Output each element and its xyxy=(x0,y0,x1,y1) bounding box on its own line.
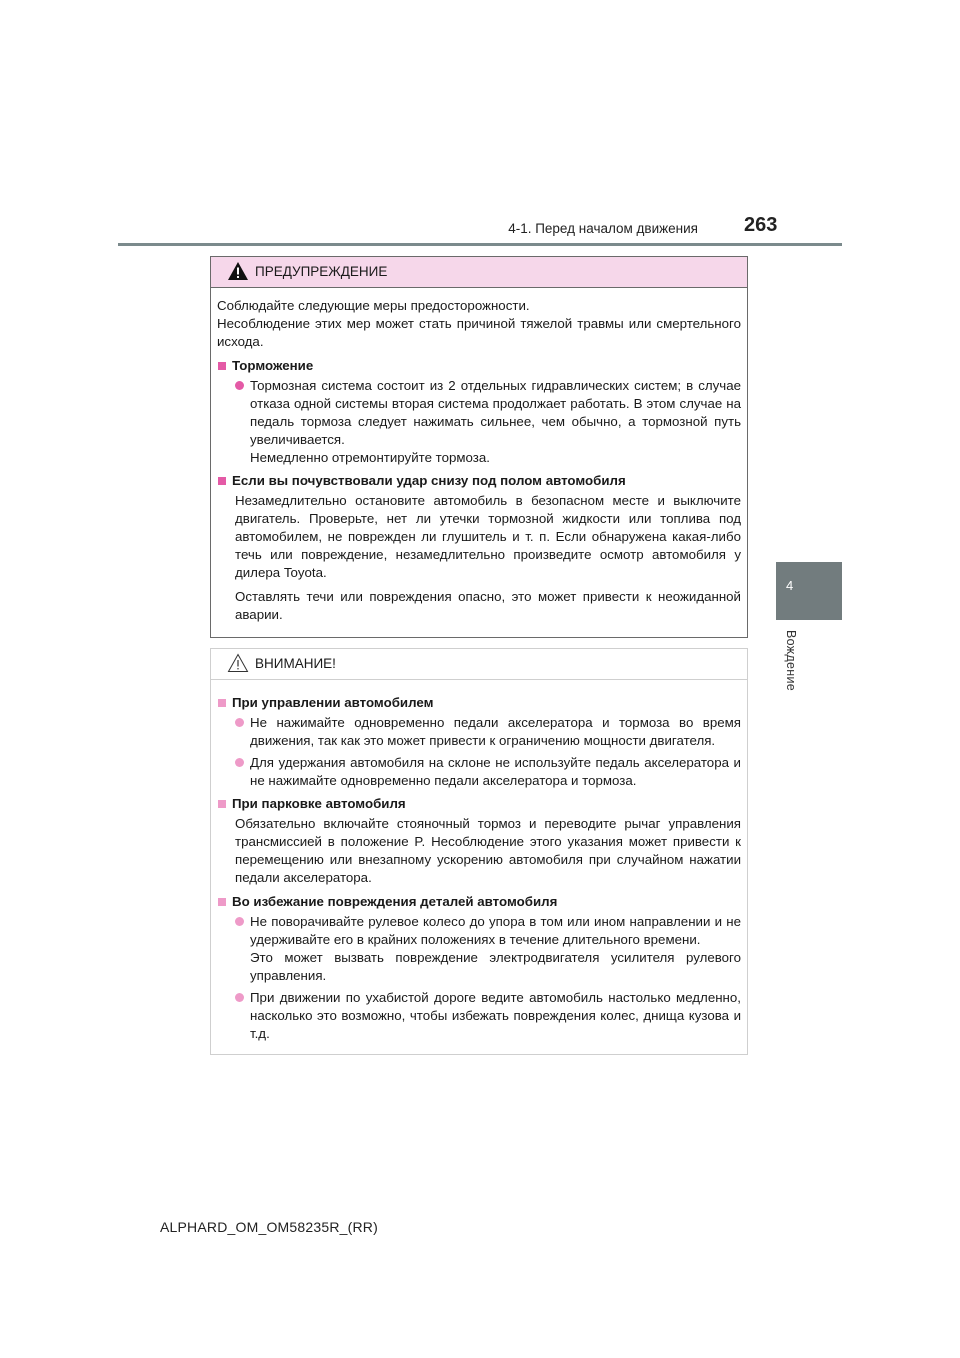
damage-heading-text: Во избежание повреждения деталей автомобиля xyxy=(232,894,558,909)
parking-heading-text: При парковке автомобиля xyxy=(232,796,406,811)
circle-bullet-icon xyxy=(235,758,244,767)
circle-bullet-icon xyxy=(235,381,244,390)
impact-heading-text: Если вы почувствовали удар снизу под полом автомобиля xyxy=(232,473,626,488)
list-item xyxy=(235,989,741,1043)
square-bullet-icon xyxy=(218,800,226,808)
warning-box xyxy=(210,256,748,638)
caution-title: ВНИМАНИЕ! xyxy=(255,656,336,671)
header-rule xyxy=(118,243,842,246)
circle-bullet-icon xyxy=(235,718,244,727)
circle-bullet-icon xyxy=(235,917,244,926)
caution-body xyxy=(211,680,747,1043)
caution-box xyxy=(210,648,748,1055)
damage-heading xyxy=(217,893,741,911)
driving-heading xyxy=(217,694,741,712)
warning-intro-2: Несоблюдение этих мер может стать причиной тяжелой травмы или смертельного исхода. xyxy=(217,316,741,349)
square-bullet-icon xyxy=(218,362,226,370)
impact-heading xyxy=(217,472,741,490)
page-number: 263 xyxy=(744,214,778,236)
damage-item-1: Не поворачивайте рулевое колесо до упора в том или ином направлении и не удерживайте его в крайних положениях в течение длительного времени. Это может вызвать повреждение электродвигателя усилителя рулевого управления. xyxy=(250,914,741,983)
chapter-label: Вождение xyxy=(784,630,798,691)
warning-triangle-icon xyxy=(227,261,249,281)
braking-heading xyxy=(217,357,741,375)
impact-para-1: Незамедлительно остановите автомобиль в безопасном месте и выключите двигатель. Проверьте, нет ли утечки тормозной жидкости или топлива под автомобилем, не поврежден ли глушитель и т. п. Если обнаружена какая-либо течь или повреждение, незамедлительно произведите осмотр автомобиля у дилера Toyota. xyxy=(235,493,741,580)
list-item xyxy=(235,714,741,750)
warning-title: ПРЕДУПРЕЖДЕНИЕ xyxy=(255,264,388,279)
damage-item-2: При движении по ухабистой дороге ведите автомобиль настолько медленно, насколько это возможно, чтобы избежать повреждения колес, днища кузова и т.д. xyxy=(250,990,741,1041)
caution-triangle-icon xyxy=(227,653,249,673)
warning-body xyxy=(211,288,747,624)
driving-heading-text: При управлении автомобилем xyxy=(232,695,434,710)
parking-para: Обязательно включайте стояночный тормоз и переводите рычаг управления трансмиссией в положение P. Несоблюдение этого указания может привести к перемещению или внезапному ускорению автомобиля при случайном нажатии педали акселератора. xyxy=(235,816,741,885)
list-item xyxy=(235,913,741,985)
square-bullet-icon xyxy=(218,898,226,906)
square-bullet-icon xyxy=(218,477,226,485)
driving-item-2: Для удержания автомобиля на склоне не используйте педаль акселератора и не нажимайте одновременно педали акселератора и тормоза. xyxy=(250,755,741,788)
warning-intro-1: Соблюдайте следующие меры предосторожности. xyxy=(217,298,530,313)
document-code: ALPHARD_OM_OM58235R_(RR) xyxy=(160,1219,378,1235)
chapter-number: 4 xyxy=(786,578,794,593)
square-bullet-icon xyxy=(218,699,226,707)
list-item xyxy=(235,754,741,790)
parking-heading xyxy=(217,795,741,813)
circle-bullet-icon xyxy=(235,993,244,1002)
warning-header xyxy=(211,257,747,288)
list-item xyxy=(235,377,741,467)
impact-para-2: Оставлять течи или повреждения опасно, это может привести к неожиданной аварии. xyxy=(235,589,741,622)
braking-item-text: Тормозная система состоит из 2 отдельных гидравлических систем; в случае отказа одной системы вторая система продолжает работать. В этом случае на педаль тормоза следует нажимать сильнее, чем обычно, а тормозной путь увеличивается. Немедленно отремонтируйте тормоза. xyxy=(250,378,741,465)
braking-heading-text: Торможение xyxy=(232,358,314,373)
section-title: 4-1. Перед началом движения xyxy=(508,221,698,236)
driving-item-1: Не нажимайте одновременно педали акселератора и тормоза во время движения, так как это может привести к ограничению мощности двигателя. xyxy=(250,715,741,748)
caution-header xyxy=(211,649,747,680)
